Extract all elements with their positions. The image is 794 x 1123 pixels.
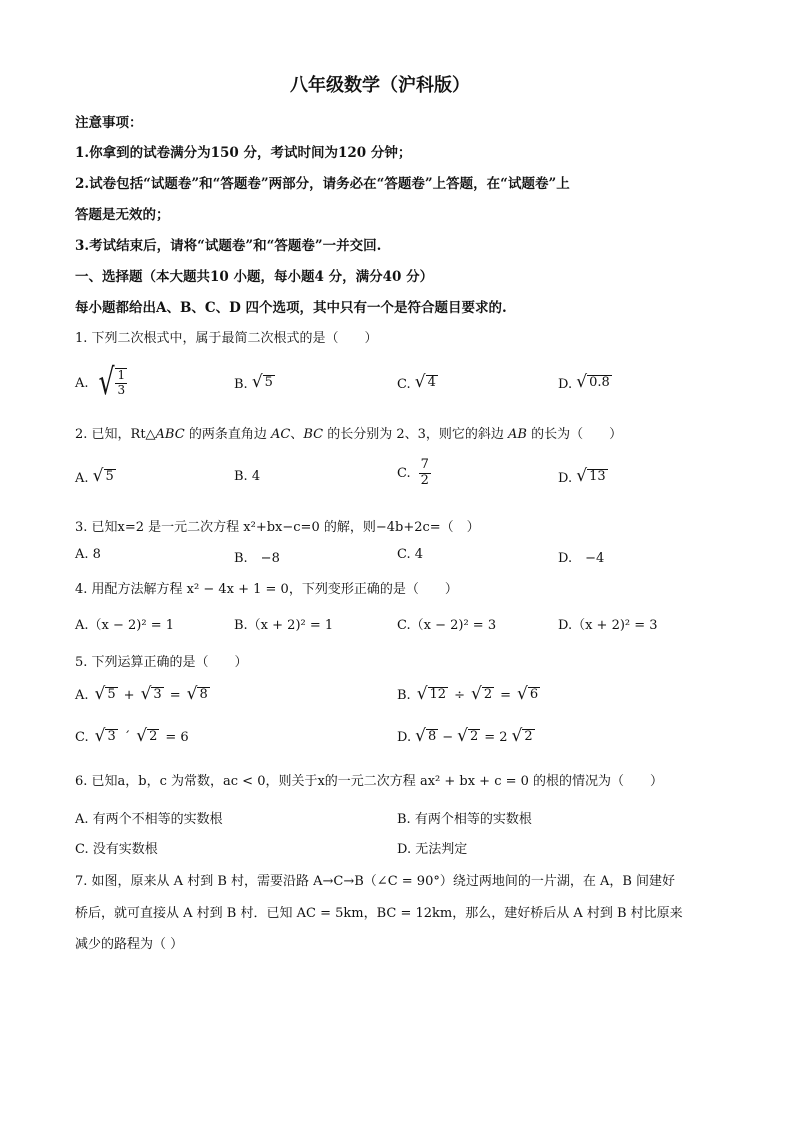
question-2-option-d (558, 466, 608, 486)
option-label: C. (75, 730, 89, 745)
question-6-option-a: A. 有两个不相等的实数根 (75, 812, 223, 827)
section-heading: 一、选择题（本大题共10 小题，每小题4 分，满分40 分） (75, 269, 434, 285)
question-5-stem: 5. 下列运算正确的是（ ） (75, 655, 248, 670)
sqrt: √ 0.8 (576, 372, 610, 392)
sqrt: √ 5 (251, 372, 273, 392)
sqrt: √ 5 (92, 466, 114, 486)
stem-text: 2. 已知，Rt△ (75, 427, 156, 442)
question-7-line-2: 桥后，就可直接从 A 村到 B 村．已知 AC = 5km，BC = 12km，那么，建好桥后从 A 村到 B 村比原来 (75, 906, 683, 921)
radicand: 2 (483, 687, 493, 702)
sqrt: √ 4 (414, 372, 436, 392)
sqrt: √ 2 (136, 726, 158, 746)
option-label: C. (397, 465, 411, 481)
option-label: D. (397, 730, 412, 745)
question-1-option-d (558, 372, 612, 392)
question-6-option-b: B. 有两个相等的实数根 (397, 812, 532, 827)
page-title: 八年级数学（沪科版） (290, 75, 470, 96)
sqrt: √ 8 (415, 726, 437, 746)
radicand: 0.8 (589, 375, 610, 390)
question-5-option-a (75, 684, 210, 704)
operator: − (442, 730, 454, 745)
fraction (115, 368, 127, 398)
option-label: A. (75, 688, 89, 703)
notice-item-1: 1.你拿到的试卷满分为150 分，考试时间为120 分钟； (75, 145, 412, 161)
radicand: 12 (429, 687, 447, 702)
question-6-stem: 6. 已知a，b，c 为常数，ac < 0，则关于x的一元二次方程 ax² + bx + c = 0 的根的情况为（ ） (75, 774, 664, 789)
question-2-stem (75, 423, 622, 442)
option-label: B. (397, 688, 411, 703)
question-1-option-a (75, 362, 127, 403)
radicand: 5 (105, 469, 114, 484)
option-label: B. (234, 377, 248, 392)
operator: ´ (123, 730, 131, 745)
operator: + (123, 688, 135, 703)
stem-var: AC (270, 427, 291, 442)
radicand: 8 (427, 729, 437, 744)
fraction (419, 458, 431, 489)
question-1-option-b (234, 372, 275, 392)
numerator: 7 (420, 457, 429, 472)
option-label: D. (558, 471, 573, 486)
radicand: 5 (264, 375, 273, 390)
radicand: 4 (427, 375, 436, 390)
radicand: 8 (199, 687, 208, 702)
question-4-option-a: A.（x − 2)² = 1 (75, 618, 174, 633)
numerator: 1 (117, 368, 126, 383)
question-3-option-c: C. 4 (397, 547, 424, 562)
stem-text: 、 (290, 427, 304, 442)
operator: = (500, 688, 512, 703)
question-1-option-c (397, 372, 438, 392)
question-3-option-b: B. −8 (234, 551, 280, 566)
sqrt: √ 3 (94, 726, 116, 746)
notice-item-2: 2.试卷包括“试题卷”和“答题卷”两部分，请务必在“答题卷”上答题，在“试题卷”上 (75, 176, 570, 192)
question-7-line-3: 减少的路程为（ ） (75, 937, 184, 952)
section-instruction: 每小题都给出A、B、C、D 四个选项，其中只有一个是符合题目要求的. (75, 300, 507, 316)
question-3-stem: 3. 已知x=2 是一元二次方程 x²+bx−c=0 的解，则−4b+2c=（ ） (75, 520, 480, 535)
question-4-stem: 4. 用配方法解方程 x² − 4x + 1 = 0，下列变形正确的是（ ） (75, 582, 458, 597)
notice-item-2-cont: 答题是无效的； (75, 207, 170, 223)
radicand: 13 (589, 469, 606, 484)
operator: ÷ (454, 688, 465, 703)
sqrt: √ 3 (140, 684, 162, 704)
stem-text: 的长为（ ） (526, 427, 623, 442)
sqrt: √ 2 (457, 726, 479, 746)
question-2-option-b: B. 4 (234, 469, 261, 484)
stem-var: AB (508, 427, 527, 442)
option-label: C. (397, 377, 411, 392)
radicand: 2 (469, 729, 479, 744)
sqrt: √ 2 (511, 726, 533, 746)
question-4-option-b: B.（x + 2)² = 1 (234, 618, 334, 633)
option-label: A. (75, 375, 89, 391)
question-5-option-c (75, 726, 189, 746)
sqrt: √ 6 (517, 684, 539, 704)
radicand: 2 (149, 729, 158, 744)
question-5-option-b (397, 684, 540, 704)
notice-heading: 注意事项： (75, 115, 143, 131)
question-2-option-c (397, 458, 431, 489)
question-6-option-c: C. 没有实数根 (75, 842, 158, 857)
sqrt: √ 13 (576, 466, 606, 486)
question-7-line-1: 7. 如图，原来从 A 村到 B 村，需要沿路 A→C→B（∠C = 90°）绕过两地间的一片湖，在 A，B 间建好 (75, 874, 676, 889)
question-1-stem: 1. 下列二次根式中，属于最简二次根式的是（ ） (75, 331, 378, 346)
question-3-option-a: A. 8 (75, 547, 101, 562)
question-4-option-c: C.（x − 2)² = 3 (397, 618, 497, 633)
denominator: 2 (420, 472, 429, 488)
radicand: 2 (524, 729, 533, 744)
question-3-option-d: D. −4 (558, 551, 605, 566)
radicand: 6 (529, 687, 539, 702)
sqrt: √ 2 (470, 684, 493, 704)
radicand: 5 (107, 687, 116, 702)
option-label: D. (558, 377, 573, 392)
operator: = (169, 688, 181, 703)
stem-var: BC (303, 427, 324, 442)
notice-item-3: 3.考试结束后，请将“试题卷”和“答题卷”一并交回. (75, 238, 382, 254)
stem-text: 的两条直角边 (184, 427, 271, 442)
sqrt: √ 12 (416, 684, 447, 704)
radical-sign: √ (97, 362, 115, 403)
sqrt: √ 5 (94, 684, 116, 704)
sqrt: √ 8 (186, 684, 208, 704)
question-2-option-a (75, 466, 116, 486)
denominator: 3 (117, 383, 126, 397)
option-label: A. (75, 471, 89, 486)
question-5-option-d (397, 726, 535, 746)
stem-text: 的长分别为 2、3，则它的斜边 (323, 427, 509, 442)
question-6-option-d: D. 无法判定 (397, 842, 468, 857)
question-4-option-d: D.（x + 2)² = 3 (558, 618, 658, 633)
radicand: 3 (153, 687, 162, 702)
stem-var: ABC (155, 427, 185, 442)
radicand: 3 (107, 729, 116, 744)
operator: = 2 (484, 730, 508, 745)
operator: = 6 (165, 730, 189, 745)
